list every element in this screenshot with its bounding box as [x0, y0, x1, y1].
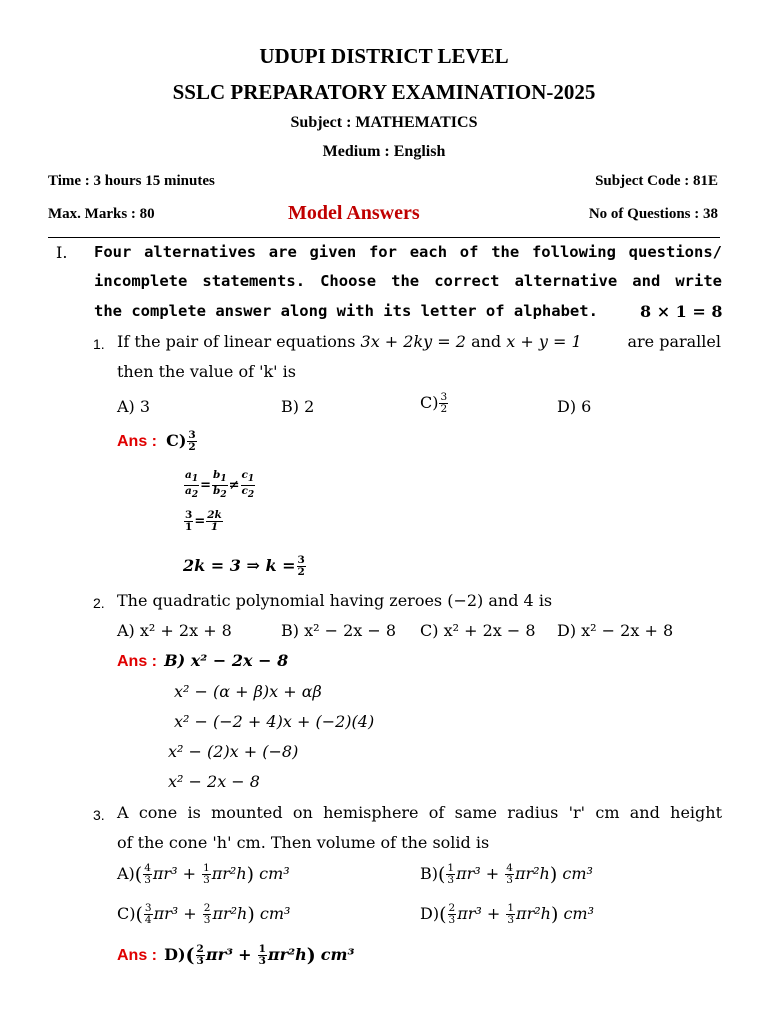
option-a: A) 3 — [117, 397, 151, 416]
exam-title-district: UDUPI DISTRICT LEVEL — [259, 44, 509, 68]
subject-code: Subject Code : 81E — [595, 173, 718, 189]
subject-line: Subject : MATHEMATICS — [290, 114, 478, 131]
answer-1-working-substitute: $\frac{3}{1}$ = $\frac{2k}{1}$ — [185, 509, 222, 533]
question-number: 3. — [93, 807, 105, 823]
question-3-line2: of the cone 'h' cm. Then volume of the solid is — [117, 833, 490, 852]
option-d: D) 6 — [557, 397, 592, 416]
question-2-text: The quadratic polynomial having zeroes (−2) and 4 is — [117, 591, 553, 610]
option-a: A)( $\frac{4}{3}$ πr³ + $\frac{1}{3}$ πr²h) cm³ — [117, 862, 290, 886]
answer-3: Ans : D)( $\frac{2}{3}$ πr³ + $\frac{1}{3}$ πr²h) cm³ — [117, 943, 355, 967]
answer-2-working-step3: x² − (2)x + (−8) — [168, 742, 299, 761]
question-3-line1: A cone is mounted on hemisphere of same radius 'r' cm and height — [117, 803, 722, 822]
option-a: A) x² + 2x + 8 — [117, 621, 232, 640]
num-questions: No of Questions : 38 — [588, 206, 718, 222]
answer-2-working-step2: x² − (−2 + 4)x + (−2)(4) — [174, 712, 375, 731]
header-divider — [48, 237, 720, 238]
max-marks: Max. Marks : 80 — [48, 206, 155, 222]
time-label: Time : 3 hours 15 minutes — [48, 173, 215, 189]
section-number: I. — [56, 243, 68, 262]
option-c: C) x² + 2x − 8 — [420, 621, 536, 640]
answer-2-working-step4: x² − 2x − 8 — [168, 772, 260, 791]
option-d: D) x² − 2x + 8 — [557, 621, 674, 640]
option-d: D)( $\frac{2}{3}$ πr³ + $\frac{1}{3}$ πr²h) cm³ — [420, 902, 594, 926]
section-marks: 8 × 1 = 8 — [640, 302, 723, 321]
answer-1-working-ratio: $\frac{a_1}{a_2}$ = $\frac{b_1}{b_2}$ ≠ $\frac{c_1}{c_2}$ — [185, 469, 255, 501]
medium-line: Medium : English — [322, 143, 446, 160]
section-instruction-line2: incomplete statements. Choose the correct alternative and write — [94, 272, 722, 290]
answer-1-working-result: 2k = 3 ⇒ k = $\frac{3}{2}$ — [183, 554, 305, 578]
exam-title: SSLC PREPARATORY EXAMINATION-2025 — [172, 80, 596, 104]
option-c: C) $\frac{3}{2}$ — [420, 391, 448, 415]
question-1-line1: If the pair of linear equations 3x + 2ky = 2 and x + y = 1 are parallel — [117, 332, 721, 351]
answer-2: Ans : B) x² − 2x − 8 — [117, 651, 289, 670]
question-number: 1. — [93, 336, 105, 352]
question-1-line2: then the value of 'k' is — [117, 362, 296, 381]
answer-2-working-step1: x² − (α + β)x + αβ — [174, 682, 322, 701]
question-number: 2. — [93, 595, 105, 611]
option-b: B)( $\frac{1}{3}$ πr³ + $\frac{4}{3}$ πr²h) cm³ — [420, 862, 593, 886]
model-answers-title: Model Answers — [288, 202, 420, 224]
section-instruction-line1: Four alternatives are given for each of the following questions/ — [94, 243, 722, 261]
option-b: B) x² − 2x − 8 — [281, 621, 397, 640]
answer-1: Ans : C) $\frac{3}{2}$ — [117, 429, 196, 453]
option-c: C)( $\frac{3}{4}$ πr³ + $\frac{2}{3}$ πr²h) cm³ — [117, 902, 291, 926]
section-instruction-line3: the complete answer along with its letter of alphabet. — [94, 302, 598, 320]
option-b: B) 2 — [281, 397, 315, 416]
